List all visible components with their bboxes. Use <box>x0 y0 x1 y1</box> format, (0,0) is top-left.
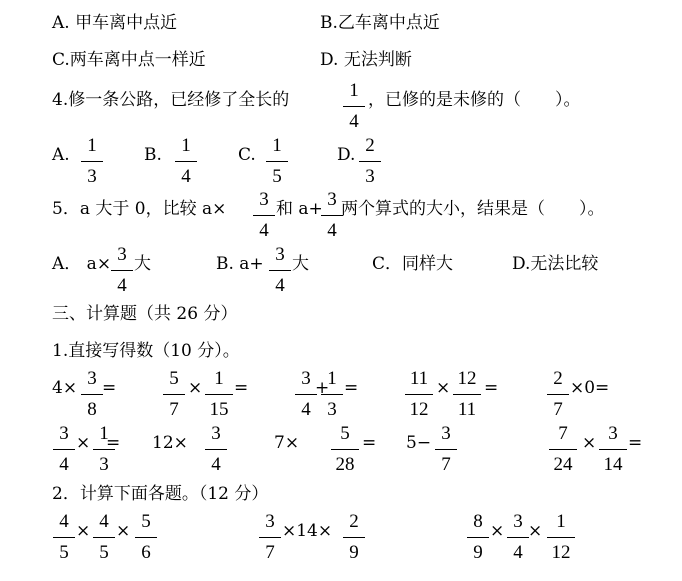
q4-option-c-fraction: 1 5 <box>265 133 289 193</box>
r2c2-fraction: 3 4 <box>204 421 228 481</box>
r1c1-fraction: 3 8 <box>80 366 104 426</box>
section-title: 三、计算题（共 26 分） <box>52 304 238 324</box>
q4-option-c-label: C. <box>238 145 256 165</box>
c3-fraction-c: 1 12 <box>546 509 576 569</box>
q5-option-a-post: 大 <box>134 254 151 274</box>
c3-fraction-a: 8 9 <box>466 509 490 569</box>
r2c3-pre: 7× <box>274 433 300 453</box>
c1-op2: × <box>116 521 131 541</box>
q5-fraction-1: 3 4 <box>252 187 276 247</box>
numerator: 1 <box>349 80 359 101</box>
r2c3-fraction: 5 28 <box>330 421 360 481</box>
q5-option-b-pre: B. a+ <box>216 254 264 274</box>
r2c5-fraction-a: 7 24 <box>548 421 578 481</box>
q5-option-b-post: 大 <box>292 254 309 274</box>
r2c5-fraction-b: 3 14 <box>598 421 628 481</box>
denominator: 4 <box>349 111 359 132</box>
r2c5-op: × <box>582 433 597 453</box>
q4-prefix: 4.修一条公路，已经修了全长的 <box>52 90 290 110</box>
q5-prefix: 5．a 大于 0，比较 a× <box>52 199 227 219</box>
r1c5-post: ×0= <box>570 378 610 398</box>
r1c2-equals: = <box>234 378 249 398</box>
r2c1-op: × <box>76 433 91 453</box>
c3-op1: × <box>490 521 505 541</box>
q4-option-b-label: B. <box>144 145 162 165</box>
c1-fraction-c: 5 6 <box>134 509 158 569</box>
c3-op2: × <box>528 521 543 541</box>
option-b: B.乙车离中点近 <box>320 13 440 33</box>
r1c3-fraction-b: 1 3 <box>320 366 344 426</box>
q4-option-a-label: A. <box>52 145 70 165</box>
c1-op1: × <box>76 521 91 541</box>
r1c4-op: × <box>436 378 451 398</box>
r2c4-pre: 5− <box>406 433 432 453</box>
r1c4-fraction-b: 12 11 <box>452 366 482 426</box>
q4-option-d-label: D. <box>337 145 356 165</box>
r1c2-fraction-a: 5 7 <box>162 366 186 426</box>
option-c: C.两车离中点一样近 <box>52 50 206 70</box>
r2c4-fraction: 3 7 <box>434 421 458 481</box>
r1c1-equals: = <box>102 378 117 398</box>
q5-suffix: 两个算式的大小，结果是（ ）。 <box>341 199 605 219</box>
option-d: D. 无法判断 <box>320 50 412 70</box>
r1c4-fraction-a: 11 12 <box>404 366 434 426</box>
r2c5-equals: = <box>628 433 643 453</box>
r2c1-equals: = <box>106 433 121 453</box>
r2c1-fraction-a: 3 4 <box>52 421 76 481</box>
q5-option-a-fraction: 3 4 <box>110 242 134 302</box>
subsection-1-title: 1.直接写得数（10 分）。 <box>52 341 240 361</box>
option-a: A. 甲车离中点近 <box>52 13 178 33</box>
r1c4-equals: = <box>484 378 499 398</box>
subsection-2-title: 2．计算下面各题。（12 分） <box>52 484 269 504</box>
q4-fraction <box>342 78 366 138</box>
q4-suffix: ，已修的是未修的（ ）。 <box>368 90 581 110</box>
q5-option-a-pre: A． a× <box>52 254 112 274</box>
q4-option-b-fraction: 1 4 <box>174 133 198 193</box>
q4-option-d-fraction: 2 3 <box>358 133 382 193</box>
q5-option-b-fraction: 3 4 <box>268 242 292 302</box>
c2-fraction-c: 2 9 <box>342 509 366 569</box>
r1c3-fraction-a: 3 4 <box>294 366 318 426</box>
r1c5-fraction: 2 7 <box>546 366 570 426</box>
r1c1-pre: 4× <box>52 378 78 398</box>
c2-op1: ×14× <box>282 521 333 541</box>
c2-fraction-a: 3 7 <box>258 509 282 569</box>
r1c2-fraction-b: 1 15 <box>204 366 234 426</box>
r1c3-equals: = <box>344 378 359 398</box>
q5-mid: 和 a+ <box>276 199 323 219</box>
c1-fraction-a: 4 5 <box>52 509 76 569</box>
q5-option-d: D.无法比较 <box>512 254 599 274</box>
q5-option-c: C．同样大 <box>372 254 454 274</box>
c1-fraction-b: 4 5 <box>92 509 116 569</box>
r1c2-op: × <box>188 378 203 398</box>
r2c2-pre: 12× <box>152 433 188 453</box>
r1c3-op: + <box>315 378 330 398</box>
r2c1-fraction-b: 1 3 <box>92 421 116 481</box>
c3-fraction-b: 3 4 <box>506 509 530 569</box>
q4-option-a-fraction: 1 3 <box>80 133 104 193</box>
q5-fraction-2: 3 4 <box>320 187 344 247</box>
r2c3-equals: = <box>362 433 377 453</box>
